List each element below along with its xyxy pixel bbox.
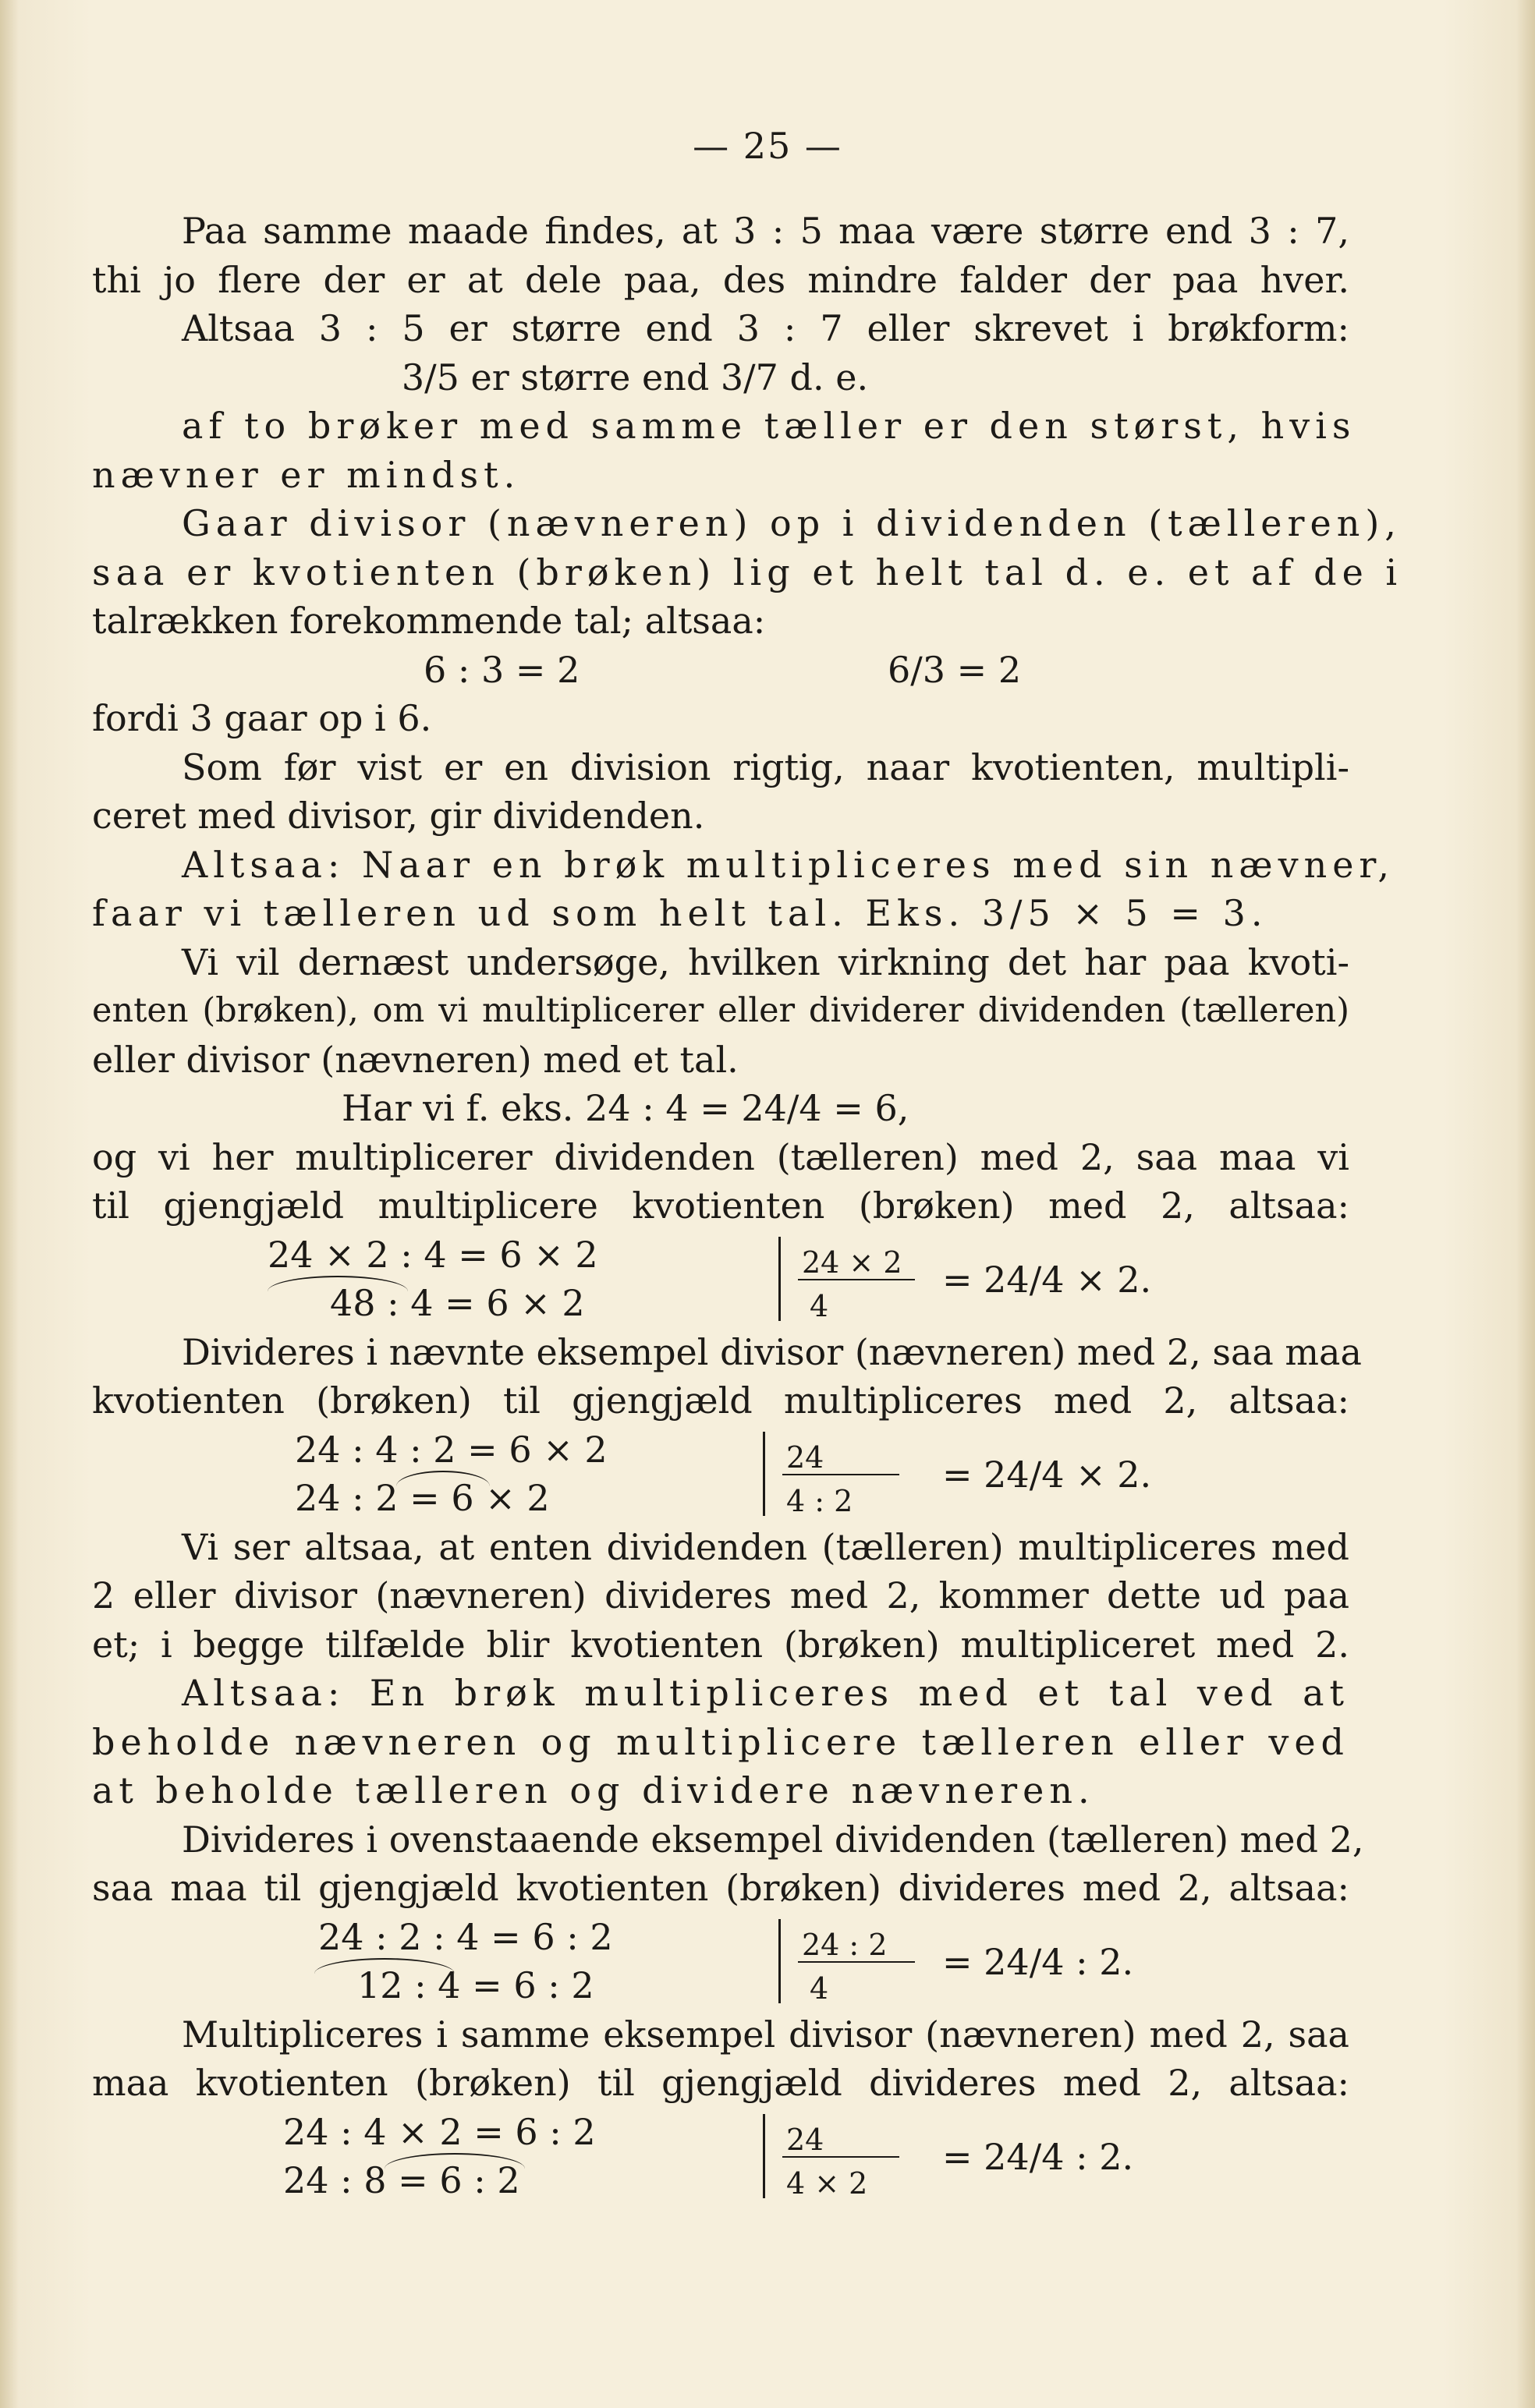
text-line: saa er kvotienten (brøken) lig et helt tal d. e. et af de i: [92, 551, 1403, 593]
equation-row-2: 12 : 4 = 6 : 2: [357, 1964, 594, 2006]
text-line: Som før vist er en division rigtig, naar kvotienten, multipli-: [182, 745, 1349, 788]
equation: 6/3 = 2: [888, 648, 1022, 691]
equation: 6 : 3 = 2: [424, 648, 580, 691]
equation-block-3: [92, 1913, 1349, 2010]
fraction-bar: [798, 1279, 915, 1280]
fraction-numerator: 24: [786, 1439, 824, 1475]
equation-result: = 24/4 : 2.: [942, 1940, 1134, 1983]
text-line: til gjengjæld multiplicere kvotienten (brøken) med 2, altsaa:: [92, 1185, 1349, 1227]
equation-block-4: [92, 2108, 1349, 2205]
fraction-bar: [798, 1961, 915, 1963]
equation-row-1: 24 : 4 × 2 = 6 : 2: [283, 2110, 596, 2153]
text-line: af to brøker med samme tæller er den størst, hvis: [182, 405, 1356, 447]
left-edge: [0, 0, 19, 2408]
text-line: Multipliceres i samme eksempel divisor (nævneren) med 2, saa: [182, 2013, 1349, 2056]
text-line: 2 eller divisor (nævneren) divideres med 2, kommer dette ud paa: [92, 1574, 1349, 1617]
text-line: Gaar divisor (nævneren) op i dividenden (tælleren),: [182, 502, 1402, 544]
separator: [763, 2114, 765, 2198]
right-edge: [1516, 0, 1535, 2408]
equation-row-1: 24 : 4 : 2 = 6 × 2: [295, 1428, 608, 1471]
text-line: thi jo flere der er at dele paa, des mindre falder der paa hver.: [92, 258, 1349, 301]
separator: [763, 1432, 765, 1516]
fraction-denominator: 4: [810, 1971, 829, 2006]
text-line: saa maa til gjengjæld kvotienten (brøken) divideres med 2, altsaa:: [92, 1867, 1349, 1909]
text-line: Vi ser altsaa, at enten dividenden (tælleren) multipliceres med: [182, 1525, 1349, 1568]
fraction-bar: [782, 1474, 899, 1475]
page-number: — 25 —: [693, 125, 842, 167]
text-line: enten (brøken), om vi multiplicerer eller dividerer dividenden (tælleren): [92, 991, 1349, 1030]
fraction-denominator: 4 : 2: [786, 1483, 853, 1518]
page-body: [92, 207, 1403, 2205]
equation-result: = 24/4 × 2.: [942, 1453, 1152, 1496]
text-line: Altsaa: Naar en brøk multipliceres med sin nævner,: [182, 843, 1395, 886]
text-line: beholde nævneren og multiplicere tælleren eller ved: [92, 1720, 1349, 1763]
equation-row-2: 48 : 4 = 6 × 2: [330, 1281, 585, 1324]
text-line: talrækken forekommende tal; altsaa:: [92, 600, 766, 642]
fraction-bar: [782, 2156, 899, 2158]
text-line: Altsaa: En brøk multipliceres med et tal ved at: [182, 1672, 1349, 1714]
equation-block-1: [92, 1231, 1349, 1328]
text-line: eller divisor (nævneren) med et tal.: [92, 1038, 739, 1081]
equation-row-1: 24 × 2 : 4 = 6 × 2: [268, 1233, 598, 1276]
equation-result: = 24/4 × 2.: [942, 1258, 1152, 1301]
fraction-denominator: 4: [810, 1288, 829, 1323]
text-line: Divideres i nævnte eksempel divisor (nævneren) med 2, saa maa: [182, 1330, 1362, 1373]
fraction-numerator: 24: [786, 2122, 824, 2157]
text-line: ceret med divisor, gir dividenden.: [92, 795, 705, 837]
text-line: og vi her multiplicerer dividenden (tælleren) med 2, saa maa vi: [92, 1135, 1349, 1178]
fraction-denominator: 4 × 2: [786, 2165, 868, 2201]
text-line: kvotienten (brøken) til gjengjæld multipliceres med 2, altsaa:: [92, 1379, 1349, 1422]
equation-row: [92, 646, 1349, 695]
text-line: faar vi tælleren ud som helt tal. Eks. 3/5 × 5 = 3.: [92, 892, 1268, 934]
separator: [778, 1919, 781, 2003]
text-line: at beholde tælleren og dividere nævneren.: [92, 1769, 1095, 1811]
fraction-numerator: 24 : 2: [802, 1927, 888, 1962]
separator: [778, 1237, 781, 1321]
text-line: Har vi f. eks. 24 : 4 = 24/4 = 6,: [342, 1087, 909, 1129]
text-line: Divideres i ovenstaaende eksempel dividenden (tælleren) med 2,: [182, 1818, 1364, 1861]
equation-result: = 24/4 : 2.: [942, 2135, 1134, 2178]
text-line: Altsaa 3 : 5 er større end 3 : 7 eller skrevet i brøkform:: [182, 307, 1349, 349]
equation-block-2: [92, 1425, 1349, 1523]
text-line: Paa samme maade findes, at 3 : 5 maa være større end 3 : 7,: [182, 210, 1349, 252]
text-line: Vi vil dernæst undersøge, hvilken virkning det har paa kvoti-: [182, 940, 1349, 983]
text-line: et; i begge tilfælde blir kvotienten (brøken) multipliceret med 2.: [92, 1623, 1349, 1666]
equation-row-1: 24 : 2 : 4 = 6 : 2: [318, 1915, 613, 1958]
text-line: nævner er mindst.: [92, 453, 521, 496]
equation-row-2: 24 : 8 = 6 : 2: [283, 2158, 520, 2201]
text-line: 3/5 er større end 3/7 d. e.: [401, 356, 869, 398]
fraction-numerator: 24 × 2: [802, 1245, 902, 1280]
text-line: fordi 3 gaar op i 6.: [92, 697, 432, 739]
text-line: maa kvotienten (brøken) til gjengjæld divideres med 2, altsaa:: [92, 2062, 1349, 2104]
equation-row-2: 24 : 2 = 6 × 2: [295, 1476, 550, 1519]
